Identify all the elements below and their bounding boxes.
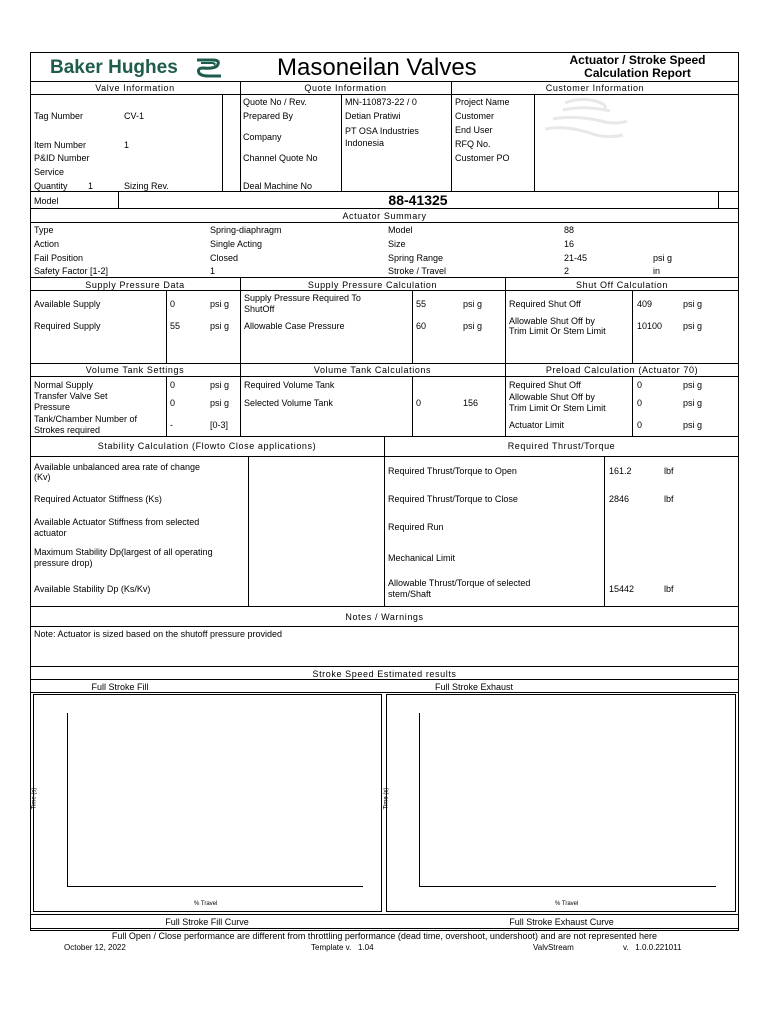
logo-mark-icon — [195, 57, 223, 79]
spring-range-label: Spring Range — [388, 253, 444, 263]
allowable-thrust-value: 15442 — [609, 584, 635, 594]
end-user-label: End User — [455, 125, 493, 135]
fail-position-value: Closed — [210, 253, 239, 263]
rfq-label: RFQ No. — [455, 139, 491, 149]
divider — [341, 94, 342, 191]
divider — [30, 692, 739, 693]
divider — [718, 191, 719, 208]
divider — [30, 456, 739, 457]
divider — [166, 376, 167, 436]
required-volume-tank-label: Required Volume Tank — [244, 380, 335, 390]
preload-required-shutoff-label: Required Shut Off — [509, 380, 581, 390]
ks-label: Required Actuator Stiffness (Ks) — [34, 494, 162, 504]
preload-required-shutoff-value: 0 — [637, 380, 643, 390]
model-value: 88-41325 — [388, 192, 448, 208]
divider — [30, 208, 739, 209]
divider — [30, 222, 739, 223]
strokes-required-label-2: Strokes required — [34, 425, 101, 435]
required-shutoff-label: Required Shut Off — [509, 299, 581, 309]
footer-software-version: v. 1.0.0.221011 — [623, 943, 682, 952]
divider — [30, 363, 739, 364]
spring-range-value: 21-45 — [564, 253, 588, 263]
mechanical-limit-label: Mechanical Limit — [388, 553, 456, 563]
footer-disclaimer: Full Open / Close performance are different from throttling performance (dead time, overshoot, undershoot) and are not represented here — [111, 931, 658, 941]
divider — [30, 81, 739, 82]
divider — [412, 376, 413, 436]
divider — [384, 436, 385, 606]
normal-supply-value: 0 — [170, 380, 176, 390]
normal-supply-unit: psi g — [210, 380, 230, 390]
service-label: Service — [34, 167, 65, 177]
required-thrust-heading: Required Thrust/Torque — [507, 441, 616, 451]
preload-allowable-unit: psi g — [683, 398, 703, 408]
thrust-close-unit: lbf — [664, 494, 674, 504]
required-supply-value: 55 — [170, 321, 181, 331]
required-run-label: Required Run — [388, 522, 444, 532]
volume-tank-calc-heading: Volume Tank Calculations — [313, 365, 432, 375]
quantity-label: Quantity — [34, 181, 68, 191]
company-value-1: PT OSA Industries — [345, 126, 419, 136]
divider — [632, 290, 633, 363]
fill-chart-x-label: % Travel — [194, 901, 218, 907]
supply-required-shutoff-label-1: Supply Pressure Required To — [244, 293, 361, 303]
stability-calc-heading: Stability Calculation (Flowto Close applications) — [97, 441, 317, 451]
stroke-speed-heading: Stroke Speed Estimated results — [312, 669, 457, 679]
allowable-thrust-label-2: stem/Shaft — [388, 589, 432, 599]
company-label: Company — [243, 132, 282, 142]
allowable-case-pressure-label: Allowable Case Pressure — [244, 321, 345, 331]
preload-required-shutoff-unit: psi g — [683, 380, 703, 390]
thrust-close-value: 2846 — [609, 494, 630, 504]
thrust-open-value: 161.2 — [609, 466, 632, 476]
fill-chart-x-axis — [67, 886, 363, 887]
required-supply-unit: psi g — [210, 321, 230, 331]
allowable-shutoff-value: 10100 — [637, 321, 663, 331]
prepared-by-value: Detian Pratiwi — [345, 111, 401, 121]
preload-allowable-label-1: Allowable Shut Off by — [509, 392, 595, 402]
sizing-rev-label: Sizing Rev. — [124, 181, 169, 191]
supply-required-shutoff-value: 55 — [416, 299, 427, 309]
thrust-close-label: Required Thrust/Torque to Close — [388, 494, 518, 504]
tag-number-label: Tag Number — [34, 111, 84, 121]
supply-pressure-data-heading: Supply Pressure Data — [85, 280, 185, 290]
actuator-summary-heading: Actuator Summary — [342, 211, 427, 221]
kv-label-2: (Kv) — [34, 472, 51, 482]
strokes-required-label-1: Tank/Chamber Number of — [34, 414, 138, 424]
kv-label-1: Available unbalanced area rate of change — [34, 462, 200, 472]
action-label: Action — [34, 239, 60, 249]
actuator-limit-label: Actuator Limit — [509, 420, 565, 430]
divider — [248, 456, 249, 606]
quote-info-heading: Quote Information — [304, 83, 387, 93]
divider — [412, 290, 413, 363]
thrust-open-label: Required Thrust/Torque to Open — [388, 466, 517, 476]
deal-machine-label: Deal Machine No — [243, 181, 313, 191]
divider — [30, 914, 739, 915]
allowable-case-pressure-value: 60 — [416, 321, 427, 331]
valve-info-heading: Valve Information — [95, 83, 175, 93]
divider — [240, 81, 241, 191]
customer-label: Customer — [455, 111, 495, 121]
allowable-thrust-unit: lbf — [664, 584, 674, 594]
exhaust-chart-y-label: Time (s) — [383, 787, 390, 810]
quote-no-label: Quote No / Rev. — [243, 97, 307, 107]
volume-tank-settings-heading: Volume Tank Settings — [85, 365, 185, 375]
selected-volume-tank-value-2: 156 — [463, 398, 479, 408]
available-ks-label-2: actuator — [34, 528, 67, 538]
footer-software: ValvStream — [533, 943, 574, 952]
preload-calc-heading: Preload Calculation (Actuator 70) — [545, 365, 699, 375]
quote-no-value: MN-110873-22 / 0 — [345, 97, 417, 107]
report-subtitle-line2: Calculation Report — [584, 66, 691, 80]
supply-required-shutoff-label-2: ShutOff — [244, 304, 275, 314]
exhaust-chart-x-label: % Travel — [555, 901, 579, 907]
thrust-open-unit: lbf — [664, 466, 674, 476]
preload-allowable-value: 0 — [637, 398, 643, 408]
stroke-unit: in — [653, 266, 661, 276]
selected-volume-tank-value: 0 — [416, 398, 422, 408]
divider — [30, 666, 739, 667]
available-ks-label-1: Available Actuator Stiffness from selected — [34, 517, 200, 527]
divider — [222, 94, 223, 191]
transfer-valve-label-1: Transfer Valve Set — [34, 391, 108, 401]
fill-curve-caption: Full Stroke Fill Curve — [165, 917, 249, 927]
notes-text: Note: Actuator is sized based on the shutoff pressure provided — [34, 629, 282, 639]
size-label: Size — [388, 239, 406, 249]
fill-chart-y-label: Time (s) — [31, 787, 38, 810]
transfer-valve-value: 0 — [170, 398, 176, 408]
report-subtitle-line1: Actuator / Stroke Speed — [569, 53, 706, 67]
divider — [632, 376, 633, 436]
action-value: Single Acting — [210, 239, 263, 249]
project-name-label: Project Name — [455, 97, 510, 107]
divider — [30, 928, 739, 929]
divider — [166, 290, 167, 363]
logo-text: Baker Hughes — [50, 57, 178, 78]
customer-po-label: Customer PO — [455, 153, 510, 163]
transfer-valve-label-2: Pressure — [34, 402, 71, 412]
quantity-value: 1 — [88, 181, 94, 191]
required-shutoff-value: 409 — [637, 299, 653, 309]
safety-factor-value: 1 — [210, 266, 216, 276]
available-stability-dp-label: Available Stability Dp (Ks/Kv) — [34, 584, 151, 594]
max-stability-dp-label-1: Maximum Stability Dp(largest of all operating — [34, 547, 213, 557]
divider — [30, 679, 739, 680]
full-stroke-fill-title: Full Stroke Fill — [91, 682, 149, 692]
actuator-limit-value: 0 — [637, 420, 643, 430]
strokes-required-unit: [0-3] — [210, 420, 229, 430]
notes-heading: Notes / Warnings — [345, 612, 424, 622]
allowable-shutoff-label-2: Trim Limit Or Stem Limit — [509, 326, 606, 336]
supply-pressure-calc-heading: Supply Pressure Calculation — [307, 280, 438, 290]
report-title: Masoneilan Valves — [277, 54, 477, 81]
divider — [30, 606, 739, 607]
safety-factor-label: Safety Factor [1-2] — [34, 266, 109, 276]
footer-date: October 12, 2022 — [64, 943, 126, 952]
actuator-limit-unit: psi g — [683, 420, 703, 430]
baker-hughes-logo — [50, 56, 225, 80]
tag-number-value: CV-1 — [124, 111, 145, 121]
available-supply-label: Available Supply — [34, 299, 101, 309]
allowable-thrust-label-1: Allowable Thrust/Torque of selected — [388, 578, 531, 588]
exhaust-chart-y-axis — [419, 713, 420, 886]
item-number-value: 1 — [124, 140, 130, 150]
type-value: Spring-diaphragm — [210, 225, 282, 235]
exhaust-chart-x-axis — [419, 886, 716, 887]
divider — [451, 81, 452, 191]
normal-supply-label: Normal Supply — [34, 380, 94, 390]
full-stroke-exhaust-title: Full Stroke Exhaust — [434, 682, 514, 692]
supply-required-shutoff-unit: psi g — [463, 299, 483, 309]
redacted-scribble — [535, 95, 645, 145]
shutoff-calc-heading: Shut Off Calculation — [576, 280, 668, 290]
model-label: Model — [34, 196, 59, 206]
stroke-value: 2 — [564, 266, 570, 276]
actuator-model-value: 88 — [564, 225, 575, 235]
type-label: Type — [34, 225, 54, 235]
divider — [604, 456, 605, 606]
pid-number-label: P&ID Number — [34, 153, 90, 163]
required-supply-label: Required Supply — [34, 321, 101, 331]
item-number-label: Item Number — [34, 140, 87, 150]
fill-chart-y-axis — [67, 713, 68, 886]
channel-quote-label: Channel Quote No — [243, 153, 318, 163]
allowable-shutoff-label-1: Allowable Shut Off by — [509, 316, 595, 326]
fail-position-label: Fail Position — [34, 253, 84, 263]
company-value-2: Indonesia — [345, 138, 385, 148]
spring-range-unit: psi g — [653, 253, 673, 263]
customer-info-heading: Customer Information — [545, 83, 645, 93]
size-value: 16 — [564, 239, 575, 249]
footer-template-version: Template v. 1.04 — [311, 943, 374, 952]
available-supply-value: 0 — [170, 299, 176, 309]
divider — [30, 626, 739, 627]
preload-allowable-label-2: Trim Limit Or Stem Limit — [509, 403, 606, 413]
max-stability-dp-label-2: pressure drop) — [34, 558, 93, 568]
allowable-case-pressure-unit: psi g — [463, 321, 483, 331]
actuator-model-label: Model — [388, 225, 413, 235]
strokes-required-value: - — [170, 420, 173, 430]
available-supply-unit: psi g — [210, 299, 230, 309]
stroke-label: Stroke / Travel — [388, 266, 447, 276]
allowable-shutoff-unit: psi g — [683, 321, 703, 331]
full-stroke-exhaust-chart — [383, 694, 736, 912]
prepared-by-label: Prepared By — [243, 111, 294, 121]
transfer-valve-unit: psi g — [210, 398, 230, 408]
required-shutoff-unit: psi g — [683, 299, 703, 309]
divider — [30, 277, 739, 278]
exhaust-curve-caption: Full Stroke Exhaust Curve — [509, 917, 614, 927]
selected-volume-tank-label: Selected Volume Tank — [244, 398, 333, 408]
full-stroke-fill-chart — [33, 694, 382, 912]
